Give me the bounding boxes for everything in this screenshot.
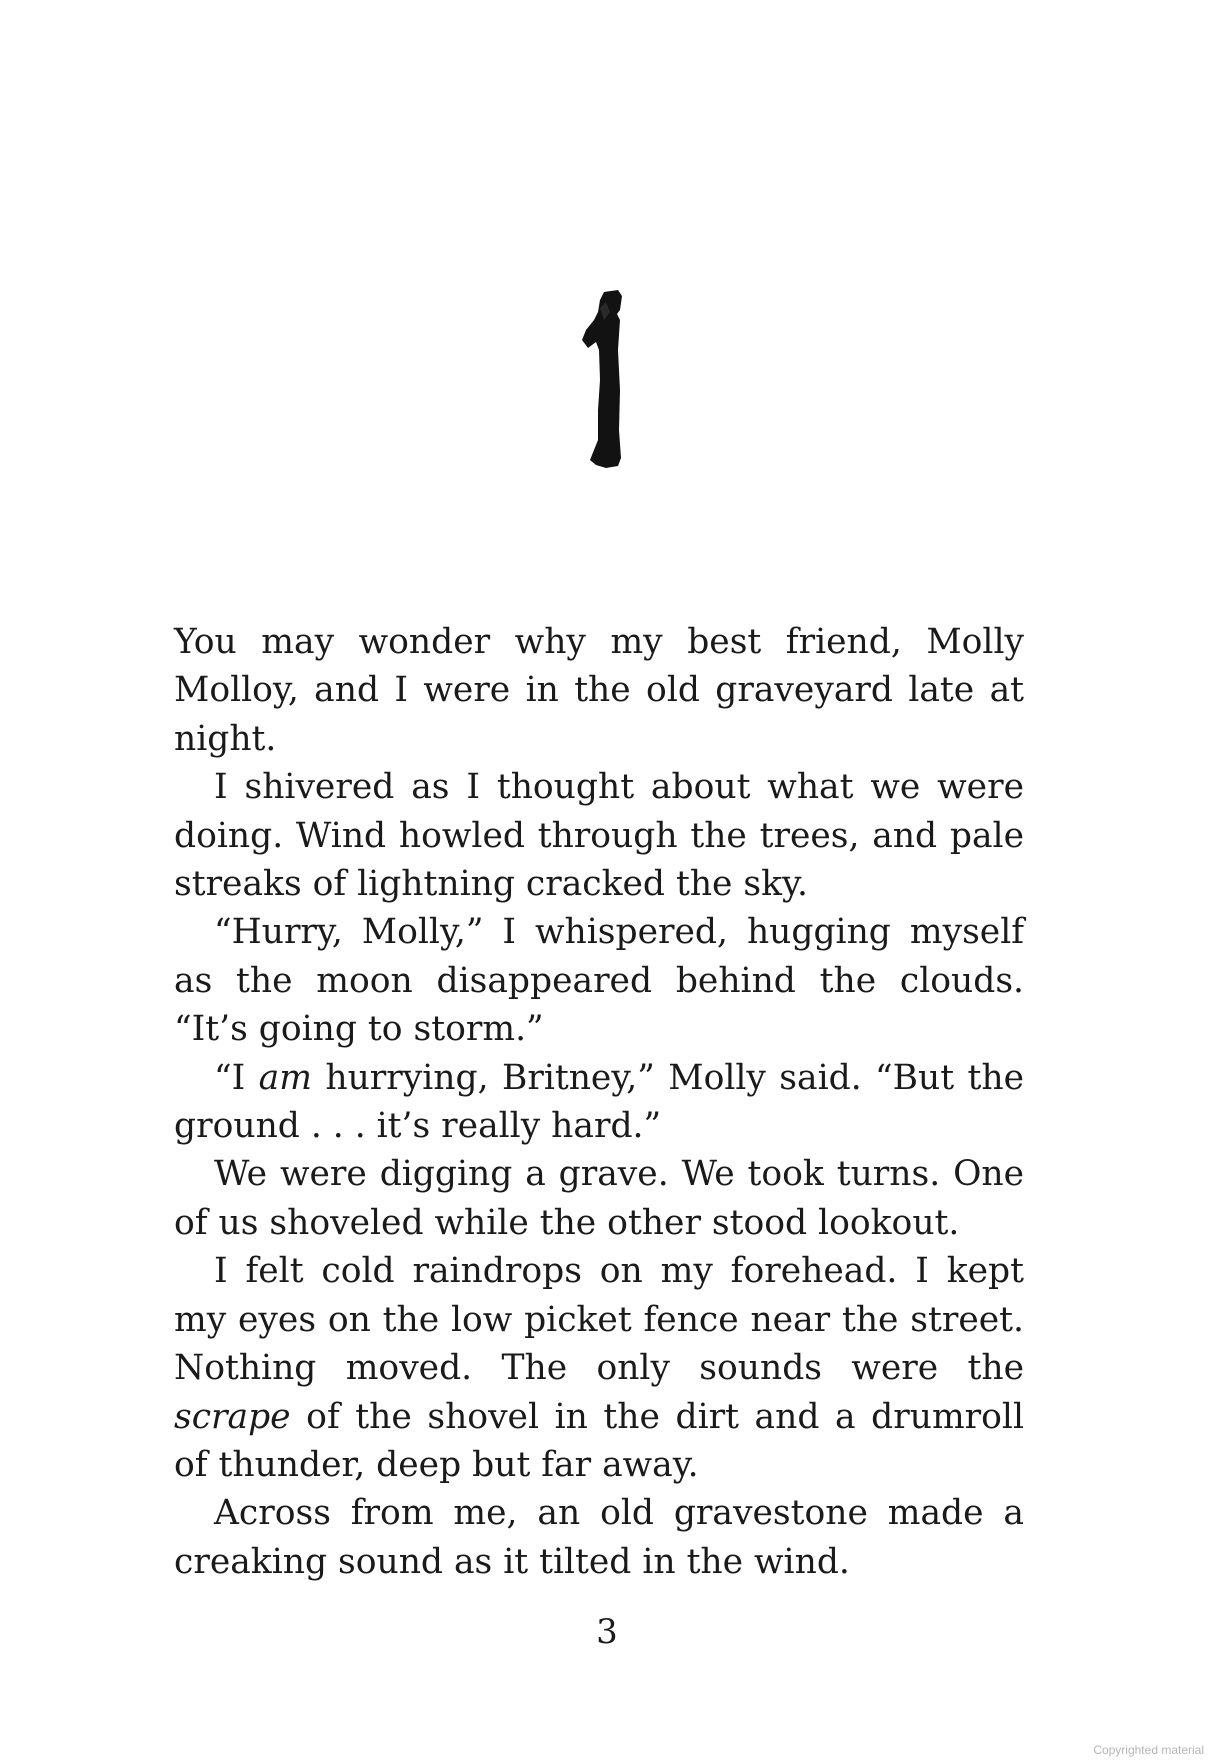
paragraph [174, 908, 1024, 1053]
paragraph [174, 1247, 1024, 1489]
paragraph-text: You may wonder why my best friend, Molly Molloy, and I were in the old graveyard late at night. [174, 622, 1024, 759]
chapter-number-glyph [560, 290, 660, 470]
paragraph-text: I shivered as I thought about what we were doing. Wind howled through the trees, and pale streaks of lightning cracked the sky. [174, 767, 1024, 905]
copyright-watermark: Copyrighted material [1093, 1743, 1204, 1757]
paragraph [174, 763, 1024, 908]
paragraph [174, 1489, 1024, 1586]
chapter-number-art [560, 290, 660, 470]
paragraph-text: hurrying, Britney,” Molly said. “But the ground . . . it’s really hard.” [174, 1057, 1025, 1147]
paragraph-text: Across from me, an old gravestone made a creaking sound as it tilted in the wind. [174, 1493, 1024, 1582]
chapter-body-text [174, 618, 1024, 1586]
page-number: 3 [596, 1612, 618, 1652]
paragraph-text: I felt cold raindrops on my forehead. I kept my eyes on the low picket fence near the street. Nothing moved. The only sounds were the [174, 1251, 1024, 1389]
paragraph [174, 1150, 1024, 1247]
paragraph-text: We were digging a grave. We took turns. One of us shoveled while the other stood lookout. [174, 1154, 1024, 1243]
paragraph [174, 1054, 1024, 1151]
emphasized-text: scrape [174, 1396, 291, 1437]
paragraph-text: of the shovel in the dirt and a drumroll of thunder, deep but far away. [174, 1396, 1024, 1485]
paragraph-text: “Hurry, Molly,” I whispered, hugging myself as the moon disappeared behind the clouds. “It’s going to storm.” [174, 912, 1024, 1050]
paragraph [174, 618, 1024, 763]
paragraph-text: “I [214, 1057, 259, 1098]
emphasized-text: am [258, 1057, 312, 1098]
